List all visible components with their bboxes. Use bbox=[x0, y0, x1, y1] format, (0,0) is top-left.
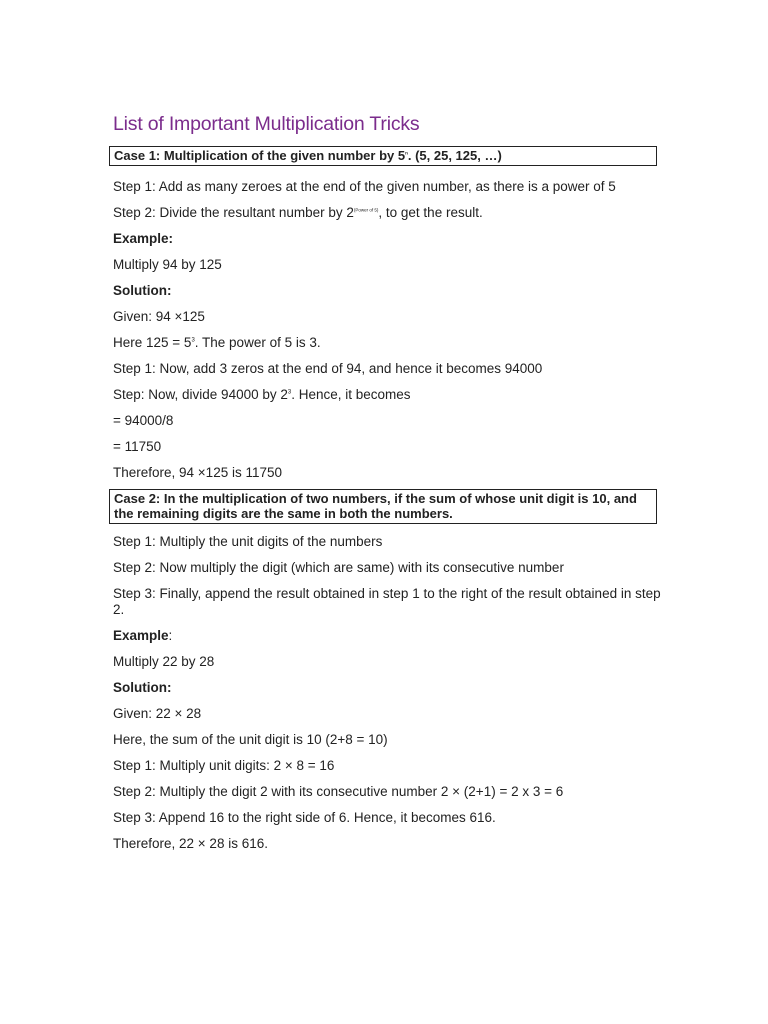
case-1-solution-step-2 bbox=[113, 387, 661, 403]
case-1-therefore: Therefore, 94 ×125 is 11750 bbox=[113, 464, 282, 480]
case-2-here: Here, the sum of the unit digit is 10 (2+8 = 10) bbox=[113, 731, 388, 747]
case-2-example-colon: : bbox=[168, 627, 173, 643]
case-2-solution-label: Solution: bbox=[113, 679, 172, 695]
case-2-solution-step-1: Step 1: Multiply unit digits: 2 × 8 = 16 bbox=[113, 757, 335, 773]
case-1-heading-exponent: n bbox=[405, 150, 408, 156]
case-1-step-2 bbox=[113, 205, 661, 221]
case-2-example-text: Multiply 22 by 28 bbox=[113, 653, 215, 669]
case-2-step-1: Step 1: Multiply the unit digits of the numbers bbox=[113, 533, 383, 549]
document-page bbox=[113, 112, 661, 852]
case-1-solution-step-2-text: Step: Now, divide 94000 by 2 bbox=[113, 386, 288, 402]
case-2-example-label: Example bbox=[113, 627, 169, 643]
case-1-step-2-text: Step 2: Divide the resultant number by 2 bbox=[113, 204, 354, 220]
case-2-step-2: Step 2: Now multiply the digit (which are same) with its consecutive number bbox=[113, 559, 564, 575]
case-1-step-2-end: , to get the result. bbox=[378, 204, 483, 220]
case-1-step-1: Step 1: Add as many zeroes at the end of the given number, as there is a power of 5 bbox=[113, 178, 616, 194]
case-1-heading-text: Case 1: Multiplication of the given number by 5 bbox=[114, 148, 406, 163]
case-2-solution-step-2: Step 2: Multiply the digit 2 with its consecutive number 2 × (2+1) = 2 x 3 = 6 bbox=[113, 783, 564, 799]
case-1-equation-2: = 11750 bbox=[113, 438, 162, 454]
case-1-solution-step-2-end: . Hence, it becomes bbox=[291, 386, 411, 402]
case-2-therefore: Therefore, 22 × 28 is 616. bbox=[113, 835, 268, 851]
case-1-here-end: . The power of 5 is 3. bbox=[194, 334, 321, 350]
case-2-given: Given: 22 × 28 bbox=[113, 705, 202, 721]
case-1-example-text: Multiply 94 by 125 bbox=[113, 256, 222, 272]
case-1-equation-1: = 94000/8 bbox=[113, 412, 174, 428]
case-2-solution-step-3: Step 3: Append 16 to the right side of 6. Hence, it becomes 616. bbox=[113, 809, 496, 825]
case-1-here-exponent: 3 bbox=[191, 337, 195, 343]
case-2-step-3: Step 3: Finally, append the result obtained in step 1 to the right of the result obtained in step 2. bbox=[113, 585, 661, 617]
case-1-here bbox=[113, 335, 661, 351]
case-1-example-label: Example: bbox=[113, 230, 174, 246]
case-1-given: Given: 94 ×125 bbox=[113, 308, 205, 324]
case-1-heading-range: . (5, 25, 125, …) bbox=[407, 148, 502, 163]
case-1-step-2-exponent: (Power of 5) bbox=[353, 207, 379, 212]
case-1-solution-step-1: Step 1: Now, add 3 zeros at the end of 94, and hence it becomes 94000 bbox=[113, 360, 543, 376]
case-1-here-text: Here 125 = 5 bbox=[113, 334, 192, 350]
case-1-solution-label: Solution: bbox=[113, 282, 172, 298]
case-2-example bbox=[113, 628, 661, 644]
page-title: List of Important Multiplication Tricks bbox=[113, 113, 420, 135]
case-2-heading: Case 2: In the multiplication of two numbers, if the sum of whose unit digit is 10, and the remaining digits are the same in both the numbers. bbox=[109, 489, 657, 524]
case-1-solution-step-2-exponent: 3 bbox=[287, 389, 292, 395]
case-1-heading bbox=[109, 146, 657, 166]
